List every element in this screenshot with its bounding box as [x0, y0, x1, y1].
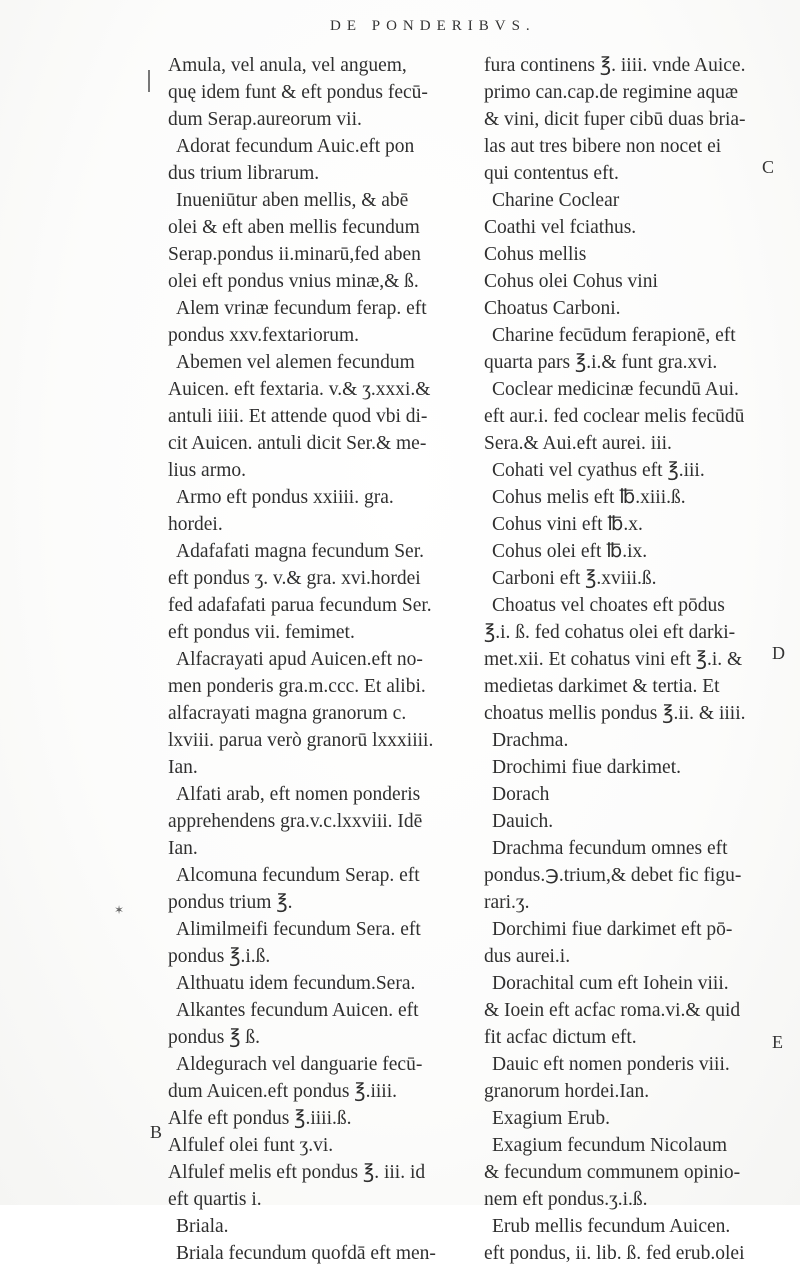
text-line: Alfacrayati apud Auicen.eft no- — [176, 649, 423, 670]
text-line: Alcomuna fecundum Serap. eft — [176, 865, 420, 886]
text-line: apprehendens gra.v.c.lxxviii. Idē — [168, 811, 423, 832]
text-line: eft pondus ʒ. v.& gra. xvi.hordei — [168, 568, 421, 589]
text-line: Charine fecūdum ferapionē, eft — [492, 325, 736, 346]
text-line: Cohus olei eft ℔.ix. — [492, 541, 648, 562]
text-line: Serap.pondus ii.minarū,fed aben — [168, 244, 421, 265]
text-line: hordei. — [168, 514, 223, 535]
text-line: Coclear medicinæ fecundū Aui. — [492, 379, 739, 400]
text-line: Alfe eft pondus ℥.iiii.ß. — [168, 1108, 352, 1129]
text-line: olei eft pondus vnius minæ,& ß. — [168, 271, 419, 292]
text-line: pondus trium ℥. — [168, 892, 293, 913]
text-line: pondus xxv.fextariorum. — [168, 325, 359, 346]
text-line: Drachma. — [492, 730, 569, 751]
text-line: Exagium Erub. — [492, 1108, 611, 1129]
text-line: Ian. — [168, 757, 198, 778]
text-line: Alimilmeifi fecundum Sera. eft — [176, 919, 421, 940]
text-line: fit acfac dictum eft. — [484, 1027, 637, 1048]
text-line: eft quartis i. — [168, 1189, 262, 1210]
text-line: Aldegurach vel danguarie fecū- — [176, 1054, 423, 1075]
text-line: Amula, vel anula, vel anguem, — [168, 55, 407, 76]
text-line: Auicen. eft fextaria. v.& ʒ.xxxi.& — [168, 379, 431, 400]
text-line: quarta pars ℥.i.& funt gra.xvi. — [484, 352, 718, 373]
text-line: Briala. — [176, 1216, 229, 1237]
text-line: lxviii. parua verò granorū lxxxiiii. — [168, 730, 434, 751]
text-line: dum Auicen.eft pondus ℥.iiii. — [168, 1081, 397, 1102]
margin-letter-e: E — [772, 1032, 783, 1052]
margin-letter-d: D — [772, 643, 785, 663]
text-line: Cohus vini eft ℔.x. — [492, 514, 643, 535]
text-line: Cohati vel cyathus eft ℥.iii. — [492, 460, 705, 481]
text-line: primo can.cap.de regimine aquæ — [484, 82, 738, 103]
left-text-column — [168, 52, 473, 1267]
text-line: Alfati arab, eft nomen ponderis — [176, 784, 421, 805]
text-line: men ponderis gra.m.ccc. Et alibi. — [168, 676, 426, 697]
text-line: Armo eft pondus xxiiii. gra. — [176, 487, 394, 508]
text-line: choatus mellis pondus ℥.ii. & iiii. — [484, 703, 746, 724]
text-line: Exagium fecundum Nicolaum — [492, 1135, 728, 1156]
text-line: Drochimi fiue darkimet. — [492, 757, 681, 778]
text-line: Dorachital cum eft Iohein viii. — [492, 973, 729, 994]
text-line: medietas darkimet & tertia. Et — [484, 676, 720, 697]
text-line: fed adafafati parua fecundum Ser. — [168, 595, 432, 616]
text-line: Inueniūtur aben mellis, & abē — [176, 190, 409, 211]
text-line: ℥.i. ß. fed cohatus olei eft darki- — [484, 622, 736, 643]
margin-letter-c: C — [762, 157, 775, 177]
text-line: Charine Coclear — [492, 190, 620, 211]
text-line: Cohus olei Cohus vini — [484, 271, 658, 292]
text-line: Erub mellis fecundum Auicen. — [492, 1216, 731, 1237]
text-line: cit Auicen. antuli dicit Ser.& me- — [168, 433, 427, 454]
text-line: Briala fecundum quofdā eft men- — [176, 1243, 436, 1264]
text-line: dum Serap.aureorum vii. — [168, 109, 362, 130]
margin-stroke — [148, 70, 150, 92]
text-line: dus trium librarum. — [168, 163, 320, 184]
text-line: Adafafati magna fecundum Ser. — [176, 541, 424, 562]
text-line: fura continens ℥. iiii. vnde Auice. — [484, 55, 746, 76]
text-line: Coathi vel fciathus. — [484, 217, 637, 238]
text-line: eft pondus, ii. lib. ß. fed erub.olei — [484, 1243, 745, 1264]
margin-mark: ✶ — [114, 903, 125, 917]
text-line: eft pondus vii. femimet. — [168, 622, 355, 643]
text-line: Dorchimi fiue darkimet eft pō- — [492, 919, 733, 940]
text-line: & Ioein eft acfac roma.vi.& quid — [484, 1000, 741, 1021]
text-line: rari.ʒ. — [484, 892, 530, 913]
text-line: las aut tres bibere non nocet ei — [484, 136, 722, 157]
text-line: Cohus mellis — [484, 244, 587, 265]
text-line: Alkantes fecundum Auicen. eft — [176, 1000, 419, 1021]
text-line: lius armo. — [168, 460, 246, 481]
margin-letter-b: B — [150, 1122, 163, 1142]
text-line: Choatus Carboni. — [484, 298, 621, 319]
text-line: Cohus melis eft ℔.xiii.ß. — [492, 487, 686, 508]
text-line: nem eft pondus.ʒ.i.ß. — [484, 1189, 648, 1210]
text-line: eft aur.i. fed coclear melis fecūdū — [484, 406, 745, 427]
text-line: Dorach — [492, 784, 550, 805]
text-line: antuli iiii. Et attende quod vbi di- — [168, 406, 428, 427]
running-head: DE PONDERIBVS. — [330, 18, 536, 34]
text-line: & fecundum communem opinio- — [484, 1162, 741, 1183]
text-line: Adorat fecundum Auic.eft pon — [176, 136, 415, 157]
text-line: Abemen vel alemen fecundum — [176, 352, 415, 373]
text-line: Alem vrinæ fecundum ferap. eft — [176, 298, 427, 319]
text-line: alfacrayati magna granorum c. — [168, 703, 407, 724]
text-line: dus aurei.i. — [484, 946, 571, 967]
text-line: quę idem funt & eft pondus fecū- — [168, 82, 428, 103]
text-line: pondus ℥ ß. — [168, 1027, 260, 1048]
text-line: Sera.& Aui.eft aurei. iii. — [484, 433, 672, 454]
text-line: pondus.℈.trium,& debet fic figu- — [484, 865, 742, 886]
text-line: olei & eft aben mellis fecundum — [168, 217, 420, 238]
text-line: Ian. — [168, 838, 198, 859]
text-line: Drachma fecundum omnes eft — [492, 838, 728, 859]
text-line: Dauic eft nomen ponderis viii. — [492, 1054, 730, 1075]
text-line: pondus ℥.i.ß. — [168, 946, 271, 967]
text-line: granorum hordei.Ian. — [484, 1081, 650, 1102]
text-line: met.xii. Et cohatus vini eft ℥.i. & — [484, 649, 743, 670]
text-line: & vini, dicit fuper cibū duas bria- — [484, 109, 746, 130]
text-line: Alfulef melis eft pondus ℥. iii. id — [168, 1162, 426, 1183]
text-line: Carboni eft ℥.xviii.ß. — [492, 568, 657, 589]
text-line: Alfulef olei funt ʒ.vi. — [168, 1135, 334, 1156]
right-text-column — [484, 52, 784, 1267]
text-line: Choatus vel choates eft pōdus — [492, 595, 725, 616]
text-line: Dauich. — [492, 811, 554, 832]
text-line: qui contentus eft. — [484, 163, 619, 184]
text-line: Althuatu idem fecundum.Sera. — [176, 973, 416, 994]
